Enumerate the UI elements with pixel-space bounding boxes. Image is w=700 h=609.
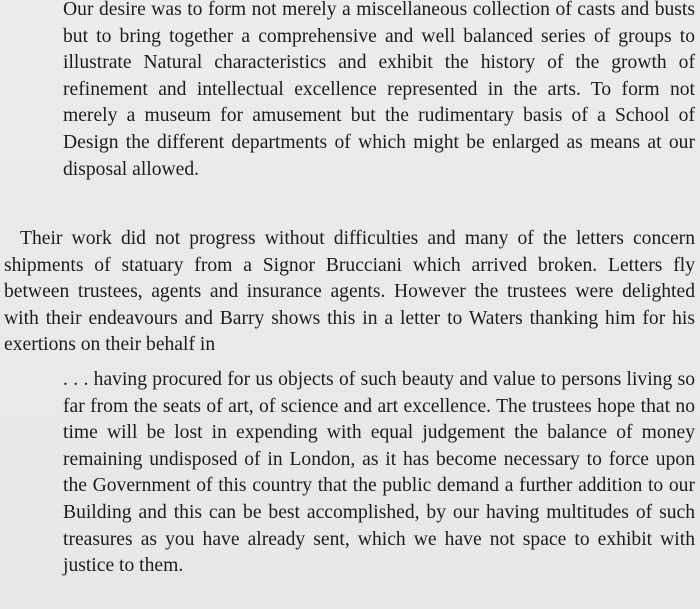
body-paragraph-shipments: Their work did not progress without difficulties and many of the letters concern shipments of statuary from a Signor Brucciani which arrived broken. Letters fly between trustees, agents and insurance agents. However the trustees were delighted with their endeavours and Barry shows this in a letter to Waters thanking him for his exertions on their behalf in (4, 228, 695, 356)
block-quote-barry-letter: . . . having procured for us objects of such beauty and value to persons living so far from the seats of art, of science and art excellence. The trustees hope that no time will be lost in expending with equal judgement the balance of money remaining undisposed of in London, as it has become necessary to force upon the Government of this country that the public demand a further addition to our Building and this can be best accomplished, by our having multitudes of such treasures as you have already sent, which we have not space to exhibit with justice to them. (63, 369, 695, 577)
block-quote-school-of-design: Our desire was to form not merely a miscellaneous collection of casts and busts but to bring together a comprehensive and well balanced series of groups to illustrate Natural characteristics and exhibit the history of the growth of refinement and intellectual excellence represented in the arts. To form not merely a museum for amusement but the rudimentary basis of a School of Design the different departments of which might be enlarged as means at our disposal allowed. (63, 0, 695, 180)
